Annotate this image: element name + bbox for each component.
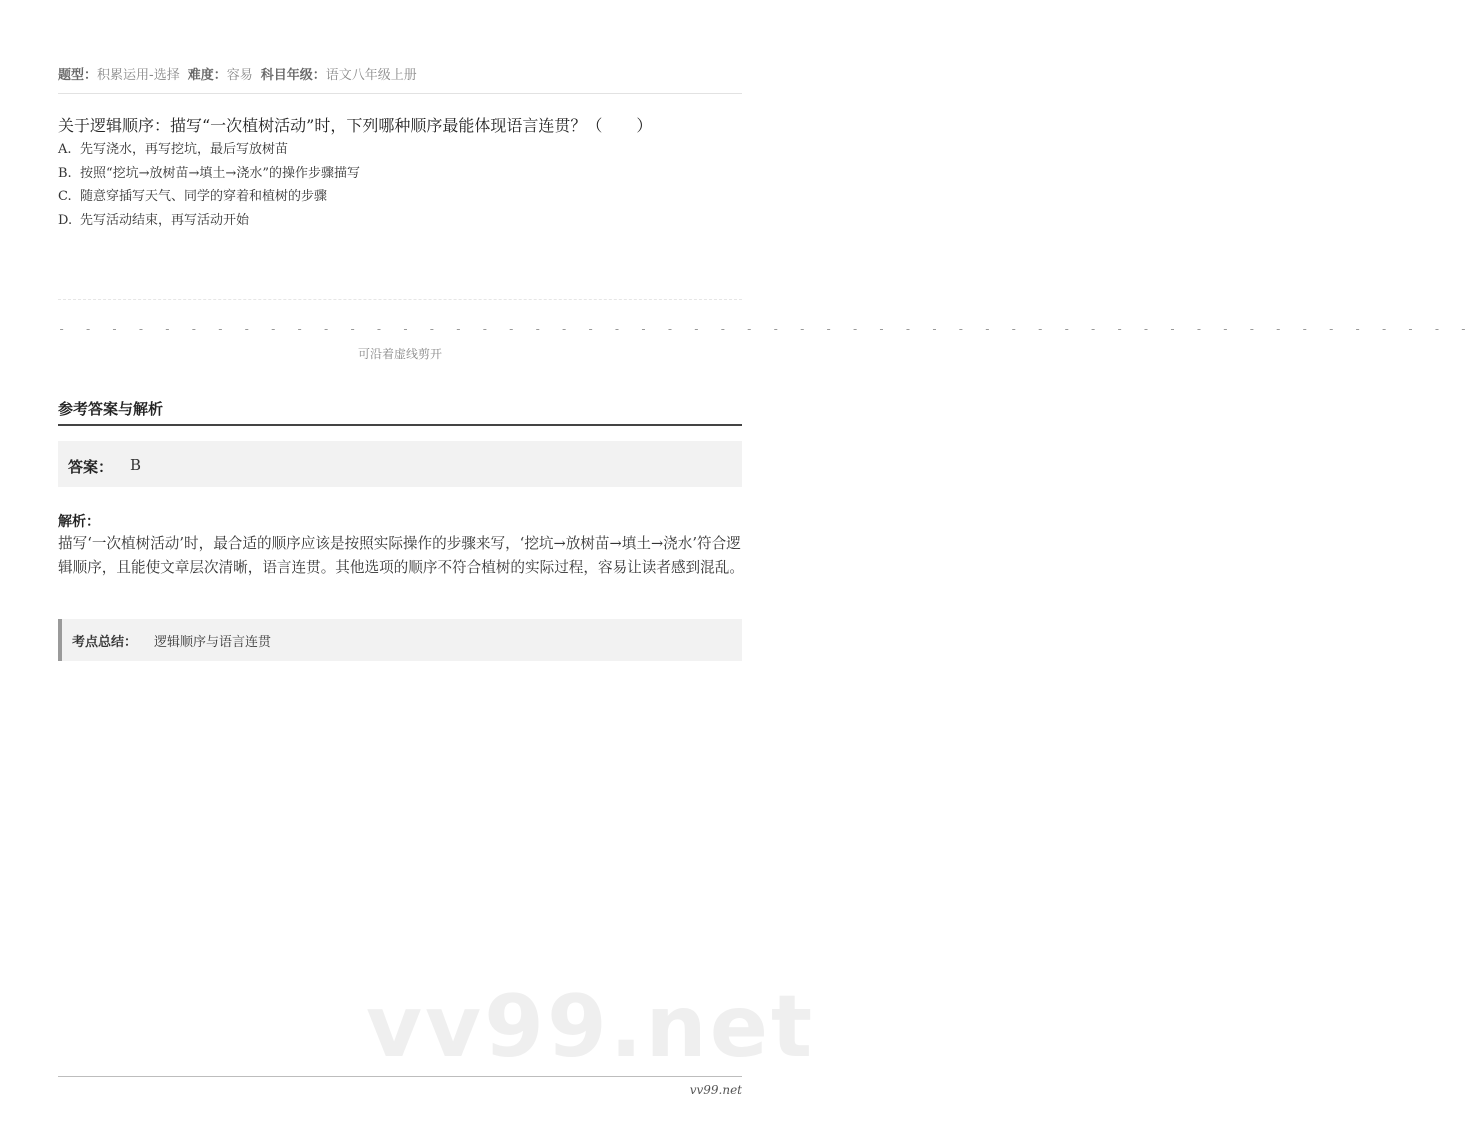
type-label: 题型： <box>58 68 98 83</box>
option-key: A. <box>58 142 72 157</box>
question-meta <box>58 64 417 83</box>
difficulty-label: 难度： <box>187 68 227 83</box>
option-b <box>58 164 360 188</box>
options-list <box>58 140 360 234</box>
analysis-text: 描写‘一次植树活动’时，最合适的顺序应该是按照实际操作的步骤来写，‘挖坑→放树苗→填土→浇水’符合逻辑顺序，且能使文章层次清晰，语言连贯。其他选项的顺序不符合植树的实际过程，容易让读者感到混乱。 <box>58 535 744 576</box>
analysis-label: 解析： <box>58 514 100 530</box>
difficulty-value: 容易 <box>226 68 253 83</box>
answer-value: B <box>130 456 142 474</box>
answer-label: 答案： <box>68 458 114 476</box>
faint-divider <box>58 299 742 300</box>
paren-open: （ <box>586 116 603 135</box>
option-key: B. <box>58 165 72 181</box>
answer-section-title: 参考答案与解析 <box>58 400 164 418</box>
option-text: 先写活动结束，再写活动开始 <box>80 212 250 228</box>
cut-dashed-line: - - - - - - - - - - - - - - - - - - - - - - - - - - - - - - - - - - - - - - - - - - - - - - - - - - - - - - <box>58 322 1473 336</box>
meta-divider <box>58 93 742 94</box>
option-key: D. <box>58 212 73 228</box>
option-c <box>58 187 360 211</box>
option-d <box>58 211 360 235</box>
paren-close: ） <box>636 116 653 135</box>
option-text: 随意穿插写天气、同学的穿着和植树的步骤 <box>80 189 328 204</box>
option-text: 按照“挖坑→放树苗→填土→浇水”的操作步骤描写 <box>80 165 360 181</box>
question-text: 关于逻辑顺序：描写“一次植树活动”时，下列哪种顺序最能体现语言连贯？ <box>58 116 587 135</box>
grade-value: 语文八年级上册 <box>325 68 417 83</box>
question-stem <box>58 113 748 136</box>
option-a <box>58 140 360 164</box>
cut-instruction: 可沿着虚线剪开 <box>357 347 442 361</box>
option-text: 先写浇水，再写挖坑，最后写放树苗 <box>80 142 289 157</box>
section-divider <box>58 424 742 426</box>
footer-divider <box>58 1076 742 1077</box>
answer-box <box>58 441 742 487</box>
type-value: 积累运用-选择 <box>97 68 180 83</box>
option-key: C. <box>58 189 72 204</box>
summary-label: 考点总结： <box>72 635 138 650</box>
footer-site: vv99.net <box>689 1083 742 1097</box>
key-point-summary <box>58 619 742 661</box>
grade-label: 科目年级： <box>260 68 326 83</box>
summary-value: 逻辑顺序与语言连贯 <box>154 635 272 650</box>
watermark: vv99.net <box>366 977 816 1077</box>
